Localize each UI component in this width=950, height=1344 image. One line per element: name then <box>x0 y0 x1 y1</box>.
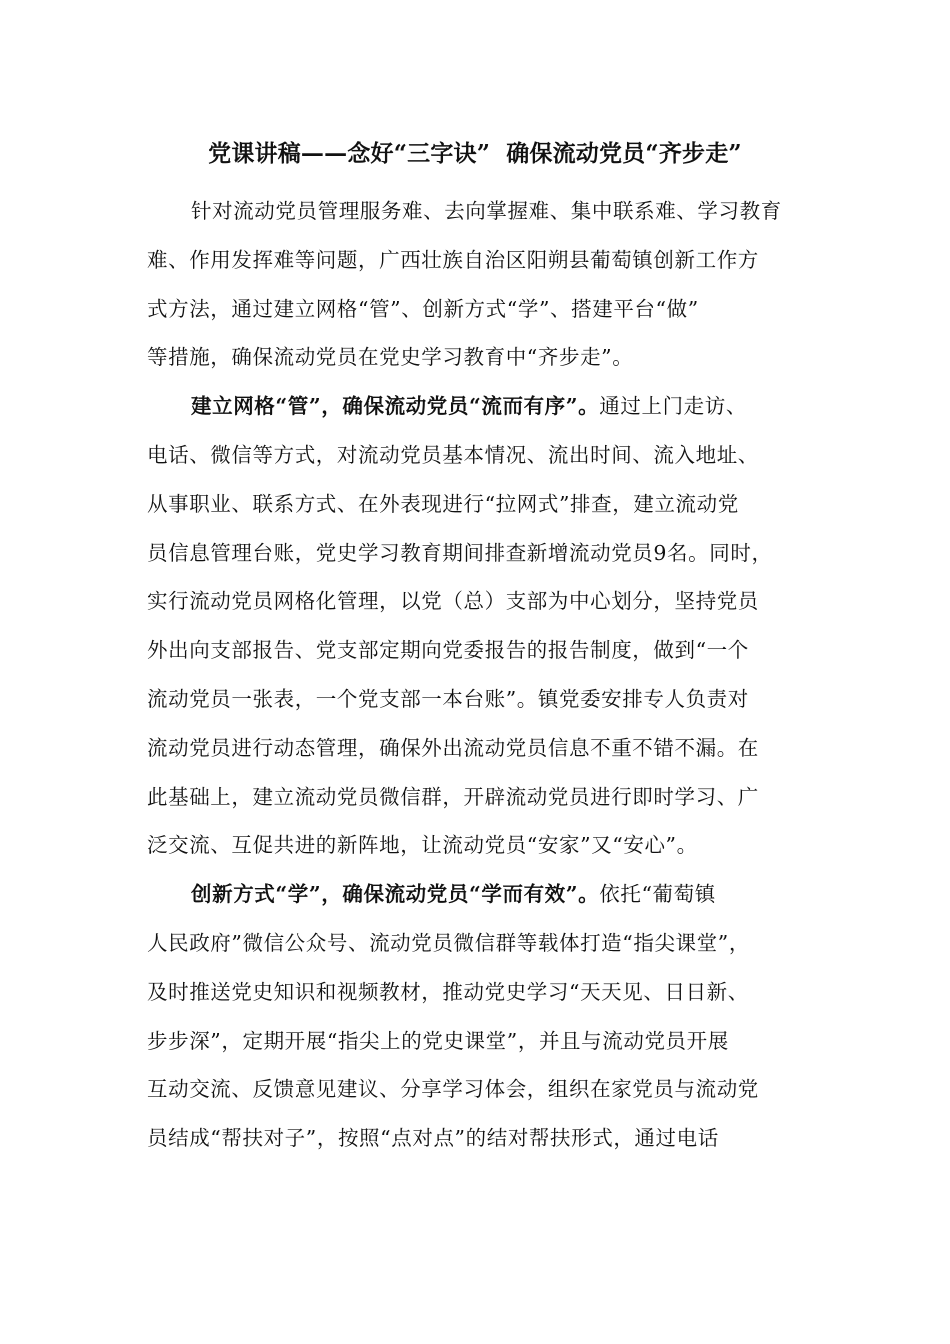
text-line: 人民政府”微信公众号、流动党员微信群等载体打造“指尖课堂”， <box>147 930 750 955</box>
text-line: 员结成“帮扶对子”，按照“点对点”的结对帮扶形式，通过电话 <box>147 1126 719 1151</box>
text-line: 针对流动党员管理服务难、去向掌握难、集中联系难、学习教育 <box>191 199 782 223</box>
title-part-1: 党课讲稿——念好“三字诀” <box>208 140 491 167</box>
text-line: 及时推送党史知识和视频教材，推动党史学习“天天见、日日新、 <box>147 979 749 1004</box>
text-line: 步步深”，定期开展“指尖上的党史课堂”，并且与流动党员开展 <box>147 1028 729 1053</box>
text-line: 泛交流、互促共进的新阵地，让流动党员“安家”又“安心”。 <box>147 833 698 858</box>
text-line: 员信息管理台账，党史学习教育期间排查新增流动党员9名。同时， <box>147 540 773 565</box>
text-line: 流动党员进行动态管理，确保外出流动党员信息不重不错不漏。在 <box>147 735 759 760</box>
text-line: 此基础上，建立流动党员微信群，开辟流动党员进行即时学习、广 <box>147 784 759 809</box>
paragraph-first-rest: 依托“葡萄镇 <box>599 882 716 907</box>
text-line: 互动交流、反馈意见建议、分享学习体会，组织在家党员与流动党 <box>147 1077 759 1102</box>
paragraph-intro <box>147 187 807 382</box>
paragraph-grid-management <box>147 382 807 870</box>
text-line: 电话、微信等方式，对流动党员基本情况、流出时间、流入地址、 <box>147 442 759 467</box>
text-line-first <box>147 382 807 431</box>
paragraph-lead-heading: 建立网格“管”，确保流动党员“流而有序”。 <box>191 394 600 419</box>
paragraph-learning-method <box>147 870 807 1163</box>
text-line: 从事职业、联系方式、在外表现进行“拉网式”排查，建立流动党 <box>147 491 739 516</box>
text-line: 实行流动党员网格化管理，以党（总）支部为中心划分，坚持党员 <box>147 589 759 614</box>
document-body <box>147 187 807 1163</box>
text-line: 等措施，确保流动党员在党史学习教育中“齐步走”。 <box>147 345 634 370</box>
paragraph-lead-heading: 创新方式“学”，确保流动党员“学而有效”。 <box>191 882 600 907</box>
text-line: 式方法，通过建立网格“管”、创新方式“学”、搭建平台“做” <box>147 296 699 321</box>
document-title <box>150 134 800 174</box>
title-part-2: 确保流动党员“齐步走” <box>506 140 742 167</box>
text-line: 流动党员一张表，一个党支部一本台账”。镇党委安排专人负责对 <box>147 686 749 711</box>
text-line: 外出向支部报告、党支部定期向党委报告的报告制度，做到“一个 <box>147 638 749 663</box>
paragraph-first-rest: 通过上门走访、 <box>599 394 747 419</box>
text-line-first <box>147 870 807 919</box>
text-line: 难、作用发挥难等问题，广西壮族自治区阳朔县葡萄镇创新工作方 <box>147 247 759 272</box>
